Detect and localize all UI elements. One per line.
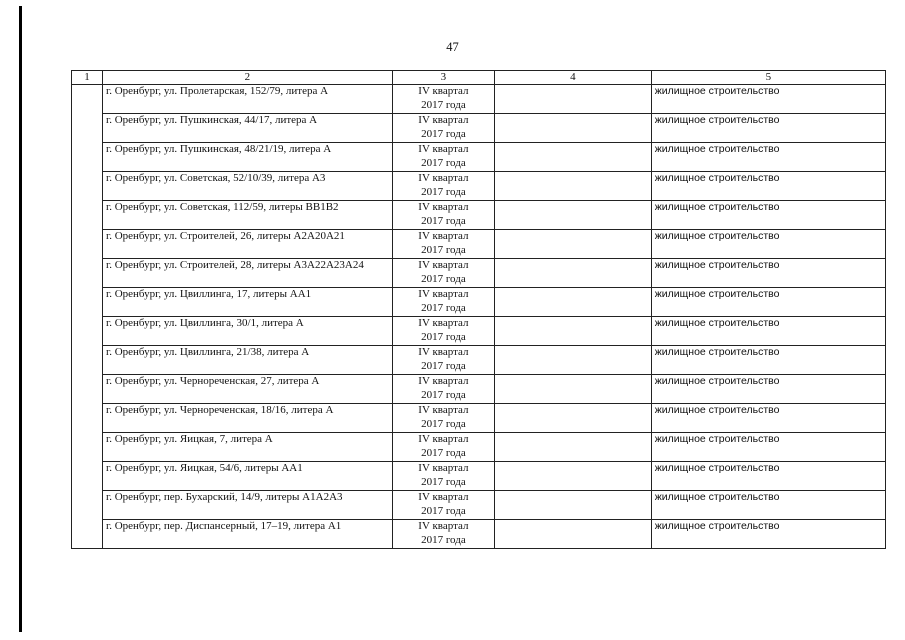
purpose-cell: жилищное строительство xyxy=(651,114,885,143)
column-4-cell xyxy=(494,462,651,491)
column-4-cell xyxy=(494,143,651,172)
year-text: 2017 года xyxy=(421,504,466,517)
row-number-cell xyxy=(72,114,103,143)
row-number-cell xyxy=(72,172,103,201)
address-cell: г. Оренбург, ул. Яицкая, 7, литера А xyxy=(102,433,392,462)
purpose-cell: жилищное строительство xyxy=(651,462,885,491)
quarter-text: IV квартал xyxy=(418,230,469,242)
row-number-cell xyxy=(72,520,103,549)
quarter-text: IV квартал xyxy=(418,520,469,532)
row-number-cell xyxy=(72,85,103,114)
quarter-text: IV квартал xyxy=(418,317,469,329)
row-number-cell xyxy=(72,201,103,230)
quarter-cell xyxy=(392,346,494,375)
address-cell: г. Оренбург, пер. Диспансерный, 17–19, литера А1 xyxy=(102,520,392,549)
purpose-cell: жилищное строительство xyxy=(651,201,885,230)
purpose-cell: жилищное строительство xyxy=(651,491,885,520)
table-row xyxy=(72,491,886,520)
row-number-cell xyxy=(72,462,103,491)
table-header-row xyxy=(72,71,886,85)
address-cell: г. Оренбург, ул. Чернореченская, 18/16, литера А xyxy=(102,404,392,433)
quarter-cell xyxy=(392,288,494,317)
quarter-cell xyxy=(392,259,494,288)
column-4-cell xyxy=(494,85,651,114)
address-cell: г. Оренбург, ул. Цвиллинга, 21/38, литера А xyxy=(102,346,392,375)
row-number-cell xyxy=(72,317,103,346)
row-number-cell xyxy=(72,346,103,375)
address-cell: г. Оренбург, ул. Чернореченская, 27, литера А xyxy=(102,375,392,404)
column-4-cell xyxy=(494,201,651,230)
column-4-cell xyxy=(494,230,651,259)
quarter-text: IV квартал xyxy=(418,462,469,474)
quarter-cell xyxy=(392,462,494,491)
quarter-cell xyxy=(392,114,494,143)
quarter-text: IV квартал xyxy=(418,259,469,271)
purpose-cell: жилищное строительство xyxy=(651,230,885,259)
year-text: 2017 года xyxy=(421,359,466,372)
row-number-cell xyxy=(72,259,103,288)
address-cell: г. Оренбург, ул. Цвиллинга, 17, литеры АА1 xyxy=(102,288,392,317)
row-number-cell xyxy=(72,433,103,462)
year-text: 2017 года xyxy=(421,127,466,140)
purpose-cell: жилищное строительство xyxy=(651,143,885,172)
purpose-cell: жилищное строительство xyxy=(651,346,885,375)
purpose-cell: жилищное строительство xyxy=(651,317,885,346)
table-row xyxy=(72,143,886,172)
row-number-cell xyxy=(72,404,103,433)
column-4-cell xyxy=(494,317,651,346)
quarter-text: IV квартал xyxy=(418,375,469,387)
address-cell: г. Оренбург, ул. Пролетарская, 152/79, литера А xyxy=(102,85,392,114)
quarter-text: IV квартал xyxy=(418,288,469,300)
table-row xyxy=(72,172,886,201)
address-cell: г. Оренбург, ул. Строителей, 26, литеры А2А20А21 xyxy=(102,230,392,259)
purpose-cell: жилищное строительство xyxy=(651,288,885,317)
column-header-4: 4 xyxy=(494,71,651,85)
purpose-cell: жилищное строительство xyxy=(651,259,885,288)
column-4-cell xyxy=(494,172,651,201)
year-text: 2017 года xyxy=(421,475,466,488)
column-4-cell xyxy=(494,404,651,433)
year-text: 2017 года xyxy=(421,156,466,169)
year-text: 2017 года xyxy=(421,243,466,256)
table-row xyxy=(72,404,886,433)
page-number: 47 xyxy=(446,40,459,54)
column-header-3: 3 xyxy=(392,71,494,85)
table-row xyxy=(72,85,886,114)
year-text: 2017 года xyxy=(421,272,466,285)
quarter-cell xyxy=(392,172,494,201)
year-text: 2017 года xyxy=(421,185,466,198)
quarter-text: IV квартал xyxy=(418,404,469,416)
quarter-cell xyxy=(392,85,494,114)
quarter-text: IV квартал xyxy=(418,85,469,97)
table-row xyxy=(72,259,886,288)
quarter-text: IV квартал xyxy=(418,114,469,126)
column-4-cell xyxy=(494,520,651,549)
column-4-cell xyxy=(494,375,651,404)
table-row xyxy=(72,346,886,375)
address-cell: г. Оренбург, ул. Пушкинская, 48/21/19, литера А xyxy=(102,143,392,172)
row-number-cell xyxy=(72,288,103,317)
table-row xyxy=(72,317,886,346)
column-4-cell xyxy=(494,114,651,143)
quarter-cell xyxy=(392,230,494,259)
quarter-cell xyxy=(392,520,494,549)
address-cell: г. Оренбург, пер. Бухарский, 14/9, литеры А1А2А3 xyxy=(102,491,392,520)
row-number-cell xyxy=(72,491,103,520)
quarter-cell xyxy=(392,143,494,172)
year-text: 2017 года xyxy=(421,98,466,111)
year-text: 2017 года xyxy=(421,417,466,430)
column-4-cell xyxy=(494,346,651,375)
quarter-cell xyxy=(392,201,494,230)
quarter-text: IV квартал xyxy=(418,143,469,155)
quarter-text: IV квартал xyxy=(418,433,469,445)
year-text: 2017 года xyxy=(421,214,466,227)
address-cell: г. Оренбург, ул. Яицкая, 54/6, литеры АА1 xyxy=(102,462,392,491)
table-row xyxy=(72,462,886,491)
address-cell: г. Оренбург, ул. Пушкинская, 44/17, литера А xyxy=(102,114,392,143)
purpose-cell: жилищное строительство xyxy=(651,404,885,433)
table-row xyxy=(72,201,886,230)
table-row xyxy=(72,433,886,462)
year-text: 2017 года xyxy=(421,533,466,546)
table-row xyxy=(72,230,886,259)
quarter-cell xyxy=(392,317,494,346)
table-body xyxy=(72,71,886,549)
column-header-1: 1 xyxy=(72,71,103,85)
purpose-cell: жилищное строительство xyxy=(651,172,885,201)
purpose-cell: жилищное строительство xyxy=(651,85,885,114)
address-cell: г. Оренбург, ул. Строителей, 28, литеры А3А22А23А24 xyxy=(102,259,392,288)
purpose-cell: жилищное строительство xyxy=(651,520,885,549)
table-row xyxy=(72,114,886,143)
address-cell: г. Оренбург, ул. Цвиллинга, 30/1, литера А xyxy=(102,317,392,346)
address-cell: г. Оренбург, ул. Советская, 52/10/39, литера А3 xyxy=(102,172,392,201)
quarter-cell xyxy=(392,375,494,404)
purpose-cell: жилищное строительство xyxy=(651,433,885,462)
address-cell: г. Оренбург, ул. Советская, 112/59, литеры ВВ1В2 xyxy=(102,201,392,230)
year-text: 2017 года xyxy=(421,446,466,459)
quarter-cell xyxy=(392,404,494,433)
row-number-cell xyxy=(72,375,103,404)
column-4-cell xyxy=(494,259,651,288)
table-row xyxy=(72,288,886,317)
row-number-cell xyxy=(72,143,103,172)
year-text: 2017 года xyxy=(421,330,466,343)
table-row xyxy=(72,375,886,404)
quarter-cell xyxy=(392,491,494,520)
row-number-cell xyxy=(72,230,103,259)
objects-table xyxy=(71,70,886,549)
column-4-cell xyxy=(494,491,651,520)
quarter-text: IV квартал xyxy=(418,346,469,358)
column-4-cell xyxy=(494,433,651,462)
column-header-5: 5 xyxy=(651,71,885,85)
column-4-cell xyxy=(494,288,651,317)
purpose-cell: жилищное строительство xyxy=(651,375,885,404)
column-header-2: 2 xyxy=(102,71,392,85)
year-text: 2017 года xyxy=(421,301,466,314)
quarter-cell xyxy=(392,433,494,462)
page-binding-edge xyxy=(19,6,22,632)
quarter-text: IV квартал xyxy=(418,491,469,503)
table-row xyxy=(72,520,886,549)
year-text: 2017 года xyxy=(421,388,466,401)
quarter-text: IV квартал xyxy=(418,201,469,213)
quarter-text: IV квартал xyxy=(418,172,469,184)
